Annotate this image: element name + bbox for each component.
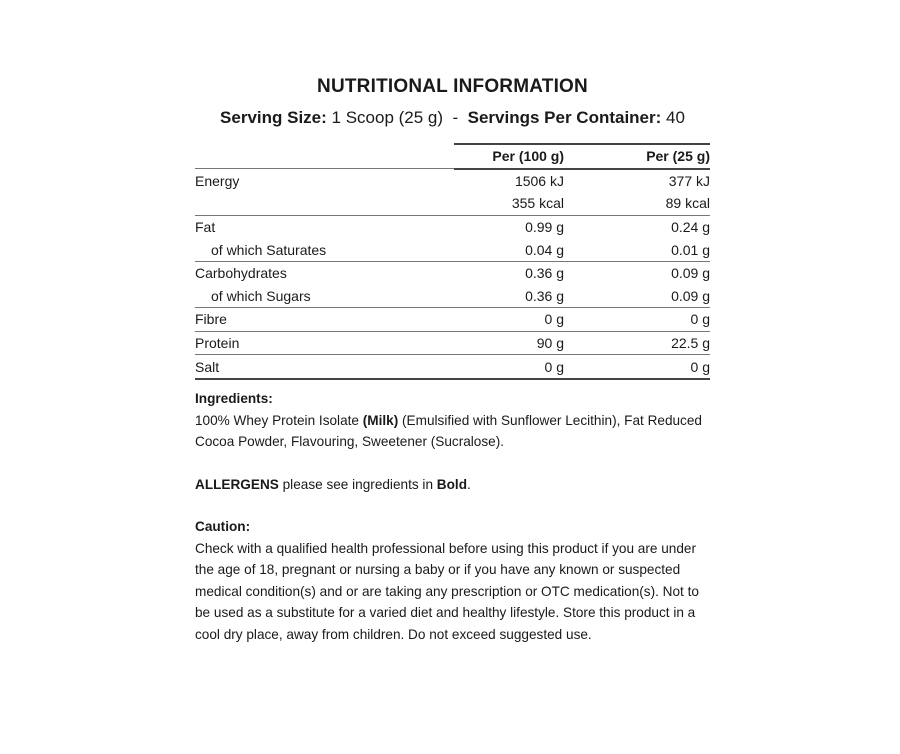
value-per-serving: 0.24 g bbox=[590, 215, 710, 238]
nutrient-name: Fibre bbox=[195, 308, 454, 332]
table-row bbox=[195, 238, 710, 261]
serving-line bbox=[195, 108, 710, 128]
serving-size-value: 1 Scoop (25 g) bbox=[331, 108, 444, 127]
table-row bbox=[195, 169, 710, 193]
value-per-100g: 355 kcal bbox=[511, 195, 564, 212]
nutrient-name: Protein bbox=[195, 331, 454, 355]
panel-title: NUTRITIONAL INFORMATION bbox=[317, 76, 588, 97]
value-per-serving: 377 kJ bbox=[590, 169, 710, 193]
value-per-100g: 0 g bbox=[454, 308, 570, 332]
caution-section bbox=[195, 516, 715, 645]
value-per-serving: 0 g bbox=[590, 308, 710, 332]
serving-size-label: Serving Size: bbox=[220, 108, 327, 127]
servings-per-container-label: Servings Per Container: bbox=[467, 108, 662, 127]
value-per-100g: 0.04 g bbox=[525, 241, 564, 258]
value-per-serving: 22.5 g bbox=[590, 331, 710, 355]
allergens-bold-word: Bold bbox=[436, 477, 467, 492]
nutrition-table bbox=[195, 143, 710, 380]
nutrient-name: of which Saturates bbox=[211, 241, 327, 258]
header-per-100g: Per (100 g) bbox=[454, 144, 570, 169]
allergens-label: ALLERGENS bbox=[195, 477, 279, 492]
table-row bbox=[195, 308, 710, 332]
value-per-serving: 0 g bbox=[590, 355, 710, 379]
serving-separator: - bbox=[452, 108, 459, 127]
value-per-100g: 0.36 g bbox=[454, 261, 570, 284]
table-row bbox=[195, 355, 710, 379]
value-per-100g: 1506 kJ bbox=[454, 169, 570, 193]
allergens-section bbox=[195, 474, 715, 496]
value-per-100g: 0.99 g bbox=[454, 215, 570, 238]
nutrient-name: Energy bbox=[195, 169, 454, 193]
value-per-serving: 89 kcal bbox=[665, 195, 710, 212]
caution-text: Check with a qualified health professional before using this product if you are under the age of 18, pregnant or nursing a baby or if you have any known or suspected medical condition(s) and or are taking any prescription or OTC medication(s). Not to be used as a substitute for a varied diet and healthy lifestyle. Store this product in a cool dry place, away from children. Do not exceed suggested use. bbox=[195, 540, 699, 642]
allergens-end: . bbox=[467, 477, 471, 492]
table-row bbox=[195, 261, 710, 284]
allergens-text: please see ingredients in bbox=[278, 477, 437, 492]
ingredients-text-2: (Emulsified with Sunflower Lecithin), Fat Reduced Cocoa Powder, Flavouring, Sweetener (Sucralose). bbox=[195, 412, 702, 449]
ingredients-section bbox=[195, 388, 715, 453]
value-per-100g: 90 g bbox=[454, 331, 570, 355]
value-per-100g: 0.36 g bbox=[525, 287, 564, 304]
table-row bbox=[195, 331, 710, 355]
table-row bbox=[195, 192, 710, 215]
value-per-100g: 0 g bbox=[454, 355, 570, 379]
table-header-row bbox=[195, 144, 710, 169]
servings-per-container-value: 40 bbox=[666, 108, 685, 127]
nutrient-name: Carbohydrates bbox=[195, 261, 454, 284]
table-row bbox=[195, 215, 710, 238]
value-per-serving: 0.01 g bbox=[671, 241, 710, 258]
header-per-serving: Per (25 g) bbox=[590, 144, 710, 169]
ingredients-text-1: 100% Whey Protein Isolate bbox=[195, 412, 363, 428]
caution-heading: Caution: bbox=[195, 519, 251, 534]
nutrient-name bbox=[195, 192, 454, 215]
value-per-serving: 0.09 g bbox=[590, 261, 710, 284]
ingredients-bold: (Milk) bbox=[362, 412, 399, 428]
value-per-serving: 0.09 g bbox=[671, 287, 710, 304]
table-row bbox=[195, 285, 710, 308]
nutrient-name: Salt bbox=[195, 355, 454, 379]
nutrient-name: Fat bbox=[195, 215, 454, 238]
ingredients-heading: Ingredients: bbox=[195, 391, 273, 406]
nutrient-name: of which Sugars bbox=[211, 287, 311, 304]
